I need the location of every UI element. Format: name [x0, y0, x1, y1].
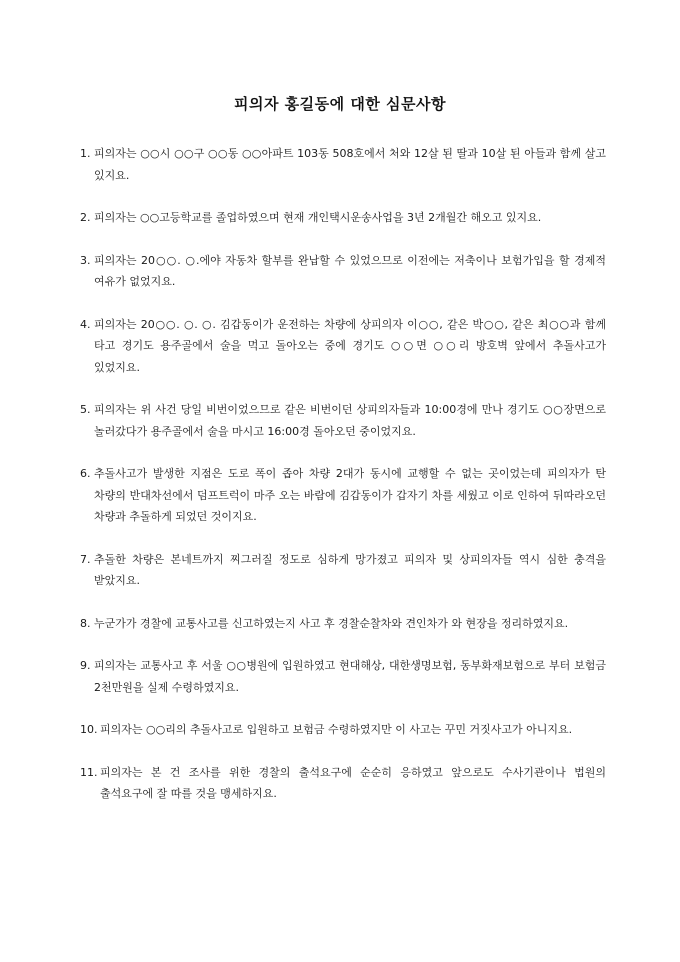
question-list: [80, 143, 606, 826]
question-number: 5.: [80, 403, 91, 416]
question-number: 4.: [80, 317, 91, 331]
document-title: 피의자 홍길동에 대한 심문사항: [233, 95, 447, 113]
question-item-3: [80, 250, 606, 293]
question-text: 피의자는 ○○시 ○○구 ○○동 ○○아파트 103동 508호에서 처와 12살 된 딸과 10살 된 아들과 함께 살고 있지요.: [94, 147, 606, 182]
question-number: 11.: [80, 765, 98, 779]
question-text: 피의자는 20○○. ○. ○. 김갑동이가 운전하는 차량에 상피의자 이○○, 같은 박○○, 같은 최○○과 함께 타고 경기도 용주골에서 술을 먹고 돌아오는 중에 경기도 ○○면 ○○리 방호벽 앞에서 추돌사고가 있었지요.: [94, 317, 606, 374]
question-text: 피의자는 본 건 조사를 위한 경찰의 출석요구에 순순히 응하였고 앞으로도 수사기관이나 법원의 출석요구에 잘 따를 것을 맹세하지요.: [100, 765, 606, 800]
question-number: 1.: [80, 147, 91, 160]
question-item-8: [80, 613, 606, 635]
question-item-10: [80, 719, 606, 741]
question-number: 3.: [80, 253, 91, 267]
question-item-5: [80, 399, 606, 442]
question-text: 피의자는 교통사고 후 서울 ○○병원에 입원하였고 현대해상, 대한생명보험, 동부화재보험으로 부터 보험금 2천만원을 실제 수령하였지요.: [94, 659, 606, 694]
question-item-4: [80, 314, 606, 379]
question-text: 추돌한 차량은 본네트까지 찌그러질 정도로 심하게 망가졌고 피의자 및 상피의자들 역시 심한 충격을 받았지요.: [94, 552, 606, 587]
question-item-6: [80, 463, 606, 528]
question-number: 6.: [80, 467, 91, 480]
question-text: 피의자는 20○○. ○.에야 자동차 할부를 완납할 수 있었으므로 이전에는 저축이나 보험가입을 할 경제적 여유가 없었지요.: [94, 253, 606, 288]
question-text: 피의자는 ○○고등학교를 졸업하였으며 현재 개인택시운송사업을 3년 2개월간 해오고 있지요.: [94, 211, 542, 224]
question-number: 10.: [80, 723, 98, 736]
question-number: 9.: [80, 659, 91, 672]
question-text: 누군가가 경찰에 교통사고를 신고하였는지 사고 후 경찰순찰차와 견인차가 와 현장을 정리하였지요.: [94, 616, 569, 630]
question-number: 7.: [80, 552, 91, 566]
question-text: 피의자는 위 사건 당일 비번이었으므로 같은 비번이던 상피의자들과 10:00경에 만나 경기도 ○○장면으로 놀러갔다가 용주골에서 술을 마시고 16:00경 돌아오던 중이었지요.: [94, 403, 606, 438]
question-number: 2.: [80, 211, 91, 224]
question-item-1: [80, 143, 606, 186]
question-item-9: [80, 655, 606, 698]
question-number: 8.: [80, 616, 91, 630]
question-item-11: [80, 762, 606, 805]
question-item-2: [80, 207, 606, 229]
question-item-7: [80, 549, 606, 592]
question-text: 추돌사고가 발생한 지점은 도로 폭이 좁아 차량 2대가 동시에 교행할 수 없는 곳이었는데 피의자가 탄 차량의 반대차선에서 덤프트럭이 마주 오는 바람에 김갑동이가 갑자기 차를 세웠고 이로 인하여 뒤따라오던 차량과 추돌하게 되었던 것이지요.: [94, 467, 606, 523]
question-text: 피의자는 ○○리의 추돌사고로 입원하고 보험금 수령하였지만 이 사고는 꾸민 거짓사고가 아니지요.: [100, 723, 573, 736]
